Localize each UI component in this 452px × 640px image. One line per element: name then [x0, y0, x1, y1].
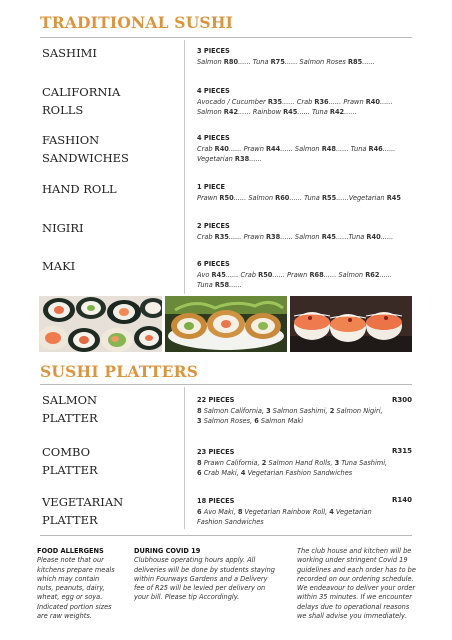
- price-value: 8: [197, 406, 202, 415]
- detail-text: ...... Crab: [225, 270, 259, 279]
- price-value: 6: [254, 417, 259, 426]
- detail-text: Salmon Nigiri,: [334, 406, 383, 415]
- price-value: R40: [366, 232, 381, 241]
- price-value: 3: [334, 458, 340, 467]
- price-value: 8: [237, 507, 243, 516]
- detail-line: [197, 57, 412, 68]
- detail-text: ...... Salmon: [280, 232, 322, 241]
- note-line: The club house and kitchen will be: [297, 547, 412, 555]
- detail-text: ......: [229, 281, 242, 290]
- price-value: R46: [368, 144, 383, 153]
- detail-text: ...... Prawn: [328, 97, 366, 106]
- detail-text: Salmon Maki: [258, 417, 304, 426]
- detail-text: ...... Rainbow: [238, 108, 284, 117]
- note-line: guidelines and each order has to be: [297, 565, 416, 574]
- divider: [40, 535, 412, 536]
- detail-text: ...... Prawn: [228, 144, 266, 153]
- note-line: we shall advise you immediately.: [297, 612, 407, 621]
- divider: [40, 384, 412, 385]
- price-value: R60: [275, 193, 290, 202]
- covid-text: [134, 556, 289, 602]
- detail-text: ......Vegetarian: [336, 193, 387, 202]
- detail-text: Crab Maki,: [201, 469, 241, 478]
- item-detail-maki: [197, 259, 412, 291]
- price-value: R80: [223, 57, 239, 66]
- price-value: R68: [309, 270, 324, 279]
- detail-line: [197, 280, 412, 291]
- detail-text: ...... Crab: [282, 97, 315, 106]
- portion-count: 18 PIECES: [197, 497, 235, 505]
- portion-count: 4 PIECES: [197, 134, 230, 142]
- detail-text: Tuna Sashimi,: [339, 458, 388, 467]
- item-detail-hand-roll: [197, 182, 412, 203]
- price-value: 4: [329, 507, 334, 516]
- price-value: 8: [197, 458, 202, 467]
- detail-text: ......: [362, 57, 375, 66]
- detail-text: ...... Prawn: [228, 232, 266, 241]
- item-detail-fashion-sandwiches: [197, 133, 412, 165]
- portion-count: 1 PIECE: [197, 183, 226, 191]
- detail-text: Crab: [197, 144, 215, 153]
- detail-line: [197, 416, 412, 427]
- price-value: R40: [214, 144, 229, 153]
- item-name-maki: MAKI: [42, 259, 76, 273]
- detail-text: Crab: [197, 232, 215, 241]
- detail-text: Avo Maki,: [201, 507, 238, 516]
- price-value: R48: [321, 144, 336, 153]
- detail-text: Vegetarian Fashion Sandwiches: [245, 469, 353, 478]
- note-line: within 35 minutes. If we encounter: [297, 593, 412, 602]
- item-detail-sashimi: [197, 46, 412, 67]
- note-line: delays due to operational reasons: [297, 602, 410, 611]
- portion-count: 3 PIECES: [197, 47, 230, 55]
- item-detail-nigiri: [197, 221, 412, 242]
- price-value: R50: [258, 270, 273, 279]
- platter-name-salmon: SALMON PLATTER: [42, 393, 98, 425]
- platter-price-vegetarian: R140: [391, 496, 412, 504]
- salmon-maki-photo: [290, 296, 412, 352]
- price-value: R42: [223, 108, 239, 117]
- price-value: R62: [365, 270, 380, 279]
- item-name-fashion-sandwiches: FASHION SANDWICHES: [42, 133, 129, 165]
- platter-detail-vegetarian: [197, 496, 412, 528]
- detail-text: Prawn: [197, 193, 220, 202]
- section-title-sushi-platters: SUSHI PLATTERS: [40, 362, 199, 381]
- detail-text: ...... Tuna: [335, 144, 369, 153]
- price-value: R58: [214, 281, 230, 290]
- detail-text: ......: [380, 232, 394, 241]
- price-value: 3: [266, 406, 271, 415]
- detail-text: Fashion Sandwiches: [197, 518, 264, 527]
- detail-text: Salmon Roses,: [201, 417, 255, 426]
- platter-name-combo: COMBO PLATTER: [42, 445, 98, 477]
- detail-line: [197, 144, 412, 155]
- price-value: 6: [197, 507, 202, 516]
- price-value: 6: [197, 469, 202, 478]
- detail-text: ...... Tuna: [289, 193, 322, 202]
- detail-text: ...... Tuna: [238, 57, 271, 66]
- detail-text: ...... Prawn: [272, 270, 310, 279]
- section-title-traditional-sushi: TRADITIONAL SUSHI: [40, 13, 234, 32]
- sushi-rolls-photo: [39, 296, 162, 352]
- note-line: which may contain: [37, 574, 100, 583]
- detail-text: ......: [344, 108, 357, 117]
- platter-detail-salmon: [197, 395, 412, 427]
- price-value: R45: [211, 270, 226, 279]
- note-line: Indicated portion sizes: [37, 602, 112, 611]
- portion-count: 2 PIECES: [197, 222, 230, 230]
- food-allergens-note: [37, 547, 127, 621]
- price-value: R44: [265, 144, 281, 153]
- note-line: deliveries will be done by students staying: [134, 565, 275, 574]
- platter-price-salmon: R300: [391, 396, 412, 404]
- note-line: recorded on our ordering schedule.: [297, 574, 414, 583]
- item-name-sashimi: SASHIMI: [42, 46, 97, 60]
- detail-text: ......: [380, 97, 393, 106]
- price-value: R36: [314, 97, 329, 106]
- item-name-hand-roll: HAND ROLL: [42, 182, 117, 196]
- price-value: R45: [321, 232, 336, 241]
- price-value: R42: [329, 108, 345, 117]
- detail-text: ......: [382, 144, 396, 153]
- detail-text: ......Tuna: [335, 232, 367, 241]
- note-line: your bill. Please tip Accordingly.: [134, 593, 240, 602]
- detail-text: Avocado / Cucumber: [197, 97, 268, 106]
- detail-text: Salmon Hand Rolls,: [266, 458, 335, 467]
- note-line: working under stringent Covid 19: [297, 556, 408, 565]
- price-value: R38: [234, 155, 250, 164]
- item-name-california-rolls: CALIFORNIA ROLLS: [42, 85, 121, 117]
- item-name-nigiri: NIGIRI: [42, 221, 84, 235]
- portion-count: 4 PIECES: [197, 87, 230, 95]
- detail-text: Avo: [197, 270, 212, 279]
- detail-text: ......: [379, 270, 393, 279]
- price-value: R50: [219, 193, 234, 202]
- clubhouse-text: [297, 547, 417, 621]
- price-value: R35: [267, 97, 283, 106]
- divider: [40, 37, 412, 38]
- note-line: nuts, peanuts, dairy,: [37, 584, 105, 593]
- price-value: 3: [197, 417, 202, 426]
- platter-detail-combo: [197, 447, 412, 479]
- clubhouse-note: [297, 547, 417, 621]
- covid-note: [134, 547, 289, 603]
- food-allergens-title: FOOD ALLERGENS: [37, 547, 104, 555]
- detail-text: Tuna: [197, 281, 215, 290]
- detail-line: [197, 107, 412, 118]
- detail-line: [197, 97, 412, 108]
- column-divider: [184, 387, 185, 529]
- detail-text: Prawn California,: [201, 458, 262, 467]
- detail-text: Vegetarian Rainbow Roll,: [242, 507, 330, 516]
- price-value: R40: [365, 97, 380, 106]
- detail-text: Vegetarian: [197, 155, 235, 164]
- detail-text: ...... Salmon: [233, 193, 276, 202]
- detail-line: [197, 193, 412, 204]
- column-divider: [184, 40, 185, 294]
- detail-line: [197, 154, 412, 165]
- covid-title: DURING COVID 19: [134, 547, 201, 555]
- detail-line: [197, 517, 412, 528]
- note-line: fee of R25 will be levied per delivery on: [134, 584, 266, 593]
- portion-count: 22 PIECES: [197, 396, 235, 404]
- tempura-roll-photo: [165, 296, 287, 352]
- detail-text: ...... Tuna: [297, 108, 330, 117]
- portion-count: 23 PIECES: [197, 448, 235, 456]
- note-line: We endeavour to deliver your order: [297, 584, 416, 593]
- price-value: R38: [265, 232, 281, 241]
- note-line: within Fourways Gardens and a Delivery: [134, 574, 268, 583]
- platter-price-combo: R315: [391, 447, 412, 455]
- platter-name-vegetarian: VEGETARIAN PLATTER: [42, 495, 124, 527]
- detail-text: Salmon Sashimi,: [270, 406, 330, 415]
- note-line: Clubhouse operating hours apply. All: [134, 556, 256, 565]
- portion-count: 6 PIECES: [197, 260, 230, 268]
- detail-text: Salmon California,: [201, 406, 267, 415]
- detail-line: [197, 458, 412, 469]
- note-line: Please note that our: [37, 556, 104, 565]
- detail-line: [197, 507, 412, 518]
- note-line: are raw weights.: [37, 612, 92, 621]
- item-detail-california-rolls: [197, 86, 412, 118]
- price-value: R75: [270, 57, 285, 66]
- price-value: R45: [386, 193, 401, 202]
- detail-text: Vegetarian: [333, 507, 372, 516]
- detail-line: [197, 406, 412, 417]
- detail-text: Salmon: [197, 57, 224, 66]
- detail-line: [197, 468, 412, 479]
- detail-text: ...... Salmon: [280, 144, 322, 153]
- detail-line: [197, 270, 412, 281]
- price-value: R45: [283, 108, 298, 117]
- price-value: R85: [347, 57, 363, 66]
- price-value: 2: [261, 458, 267, 467]
- note-line: wheat, egg or soya.: [37, 593, 103, 602]
- price-value: 4: [240, 469, 246, 478]
- price-value: R35: [214, 232, 229, 241]
- detail-text: ...... Salmon: [323, 270, 366, 279]
- detail-line: [197, 232, 412, 243]
- detail-text: ...... Salmon Roses: [284, 57, 348, 66]
- photo-strip: [39, 296, 412, 352]
- detail-text: ......: [249, 155, 262, 164]
- food-allergens-text: [37, 556, 127, 621]
- detail-text: Salmon: [197, 108, 224, 117]
- price-value: 2: [329, 406, 335, 415]
- note-line: kitchens prepare meals: [37, 565, 115, 574]
- price-value: R55: [321, 193, 337, 202]
